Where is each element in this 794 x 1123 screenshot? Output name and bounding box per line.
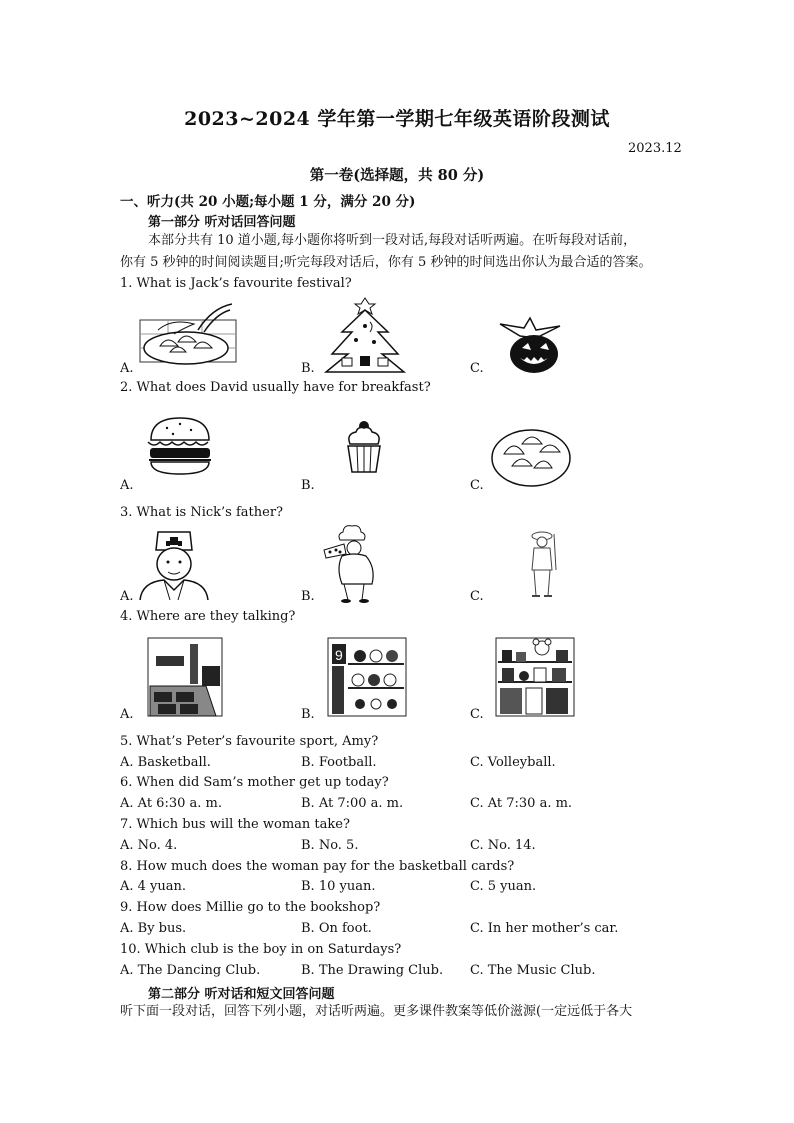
doctor-icon — [134, 528, 214, 600]
question-3: 3. What is Nick’s father? — [120, 505, 284, 520]
question-9: 9. How does Millie go to the bookshop? — [120, 900, 381, 915]
toy-shop-icon — [494, 636, 576, 718]
q6-option-c: C. At 7:30 a. m. — [470, 796, 573, 811]
question-7: 7. Which bus will the woman take? — [120, 817, 350, 832]
q3-option-a-label: A. — [120, 589, 134, 604]
section1-part1-title: 第一部分 听对话回答问题 — [148, 215, 296, 230]
q2-option-a-label: A. — [120, 478, 134, 493]
cupcake-icon — [344, 420, 384, 474]
sports-shop-icon — [326, 636, 408, 718]
section1-title: 一、听力(共 20 小题;每小题 1 分，满分 20 分) — [120, 194, 416, 210]
q5-option-c: C. Volleyball. — [470, 755, 556, 770]
q6-option-a: A. At 6:30 a. m. — [120, 796, 222, 811]
farmer-icon — [526, 530, 560, 602]
dumplings-icon — [490, 424, 572, 488]
kitchen-icon — [146, 636, 224, 718]
q7-option-c: C. No. 14. — [470, 838, 536, 853]
svg-text:9: 9 — [335, 647, 343, 663]
question-1: 1. What is Jack’s favourite festival? — [120, 276, 352, 291]
question-4: 4. Where are they talking? — [120, 609, 296, 624]
question-8: 8. How much does the woman pay for the basketball cards? — [120, 859, 515, 874]
q10-option-c: C. The Music Club. — [470, 963, 596, 978]
q4-option-b-label: B. — [301, 707, 315, 722]
q9-option-c: C. In her mother’s car. — [470, 921, 619, 936]
section2-line1: 听下面一段对话，回答下列小题，对话听两遍。更多课件教案等低价滋源(一定远低于各大 — [120, 1004, 633, 1019]
q10-option-a: A. The Dancing Club. — [120, 963, 261, 978]
q7-option-b: B. No. 5. — [301, 838, 359, 853]
q1-option-b-label: B. — [301, 361, 315, 376]
q5-option-b: B. Football. — [301, 755, 377, 770]
q2-option-c-label: C. — [470, 478, 484, 493]
jack-o-lantern-icon — [496, 316, 572, 376]
q8-option-c: C. 5 yuan. — [470, 879, 537, 894]
q5-option-a: A. Basketball. — [120, 755, 211, 770]
q1-option-c-label: C. — [470, 361, 484, 376]
question-6: 6. When did Sam’s mother get up today? — [120, 775, 389, 790]
q9-option-b: B. On foot. — [301, 921, 372, 936]
instructions-line2: 你有 5 秒钟的时间阅读题目;听完每段对话后，你有 5 秒钟的时间选出你认为最合适的答案。 — [120, 255, 652, 270]
q8-option-b: B. 10 yuan. — [301, 879, 376, 894]
instructions-line1: 本部分共有 10 道小题,每小题你将听到一段对话,每段对话听两遍。在听每段对话前， — [148, 233, 637, 248]
q3-option-b-label: B. — [301, 589, 315, 604]
question-2: 2. What does David usually have for breakfast? — [120, 380, 431, 395]
q1-option-a-label: A. — [120, 361, 134, 376]
part-title: 第一卷(选择题，共 80 分) — [309, 167, 485, 184]
question-10: 10. Which club is the boy in on Saturdays? — [120, 942, 402, 957]
q4-option-c-label: C. — [470, 707, 484, 722]
q3-option-c-label: C. — [470, 589, 484, 604]
q4-option-a-label: A. — [120, 707, 134, 722]
q8-option-a: A. 4 yuan. — [120, 879, 187, 894]
hamburger-icon — [145, 416, 215, 476]
exam-date: 2023.12 — [628, 141, 682, 156]
christmas-tree-icon — [320, 292, 410, 372]
q2-option-b-label: B. — [301, 478, 315, 493]
q7-option-a: A. No. 4. — [120, 838, 178, 853]
cook-icon — [322, 524, 382, 602]
q6-option-b: B. At 7:00 a. m. — [301, 796, 404, 811]
question-5: 5. What’s Peter’s favourite sport, Amy? — [120, 734, 379, 749]
section1-part2-title: 第二部分 听对话和短文回答问题 — [148, 987, 335, 1002]
q10-option-b: B. The Drawing Club. — [301, 963, 444, 978]
page-title: 2023~2024 学年第一学期七年级英语阶段测试 — [184, 108, 610, 130]
q9-option-a: A. By bus. — [120, 921, 187, 936]
dumplings-plate-icon — [138, 300, 238, 370]
